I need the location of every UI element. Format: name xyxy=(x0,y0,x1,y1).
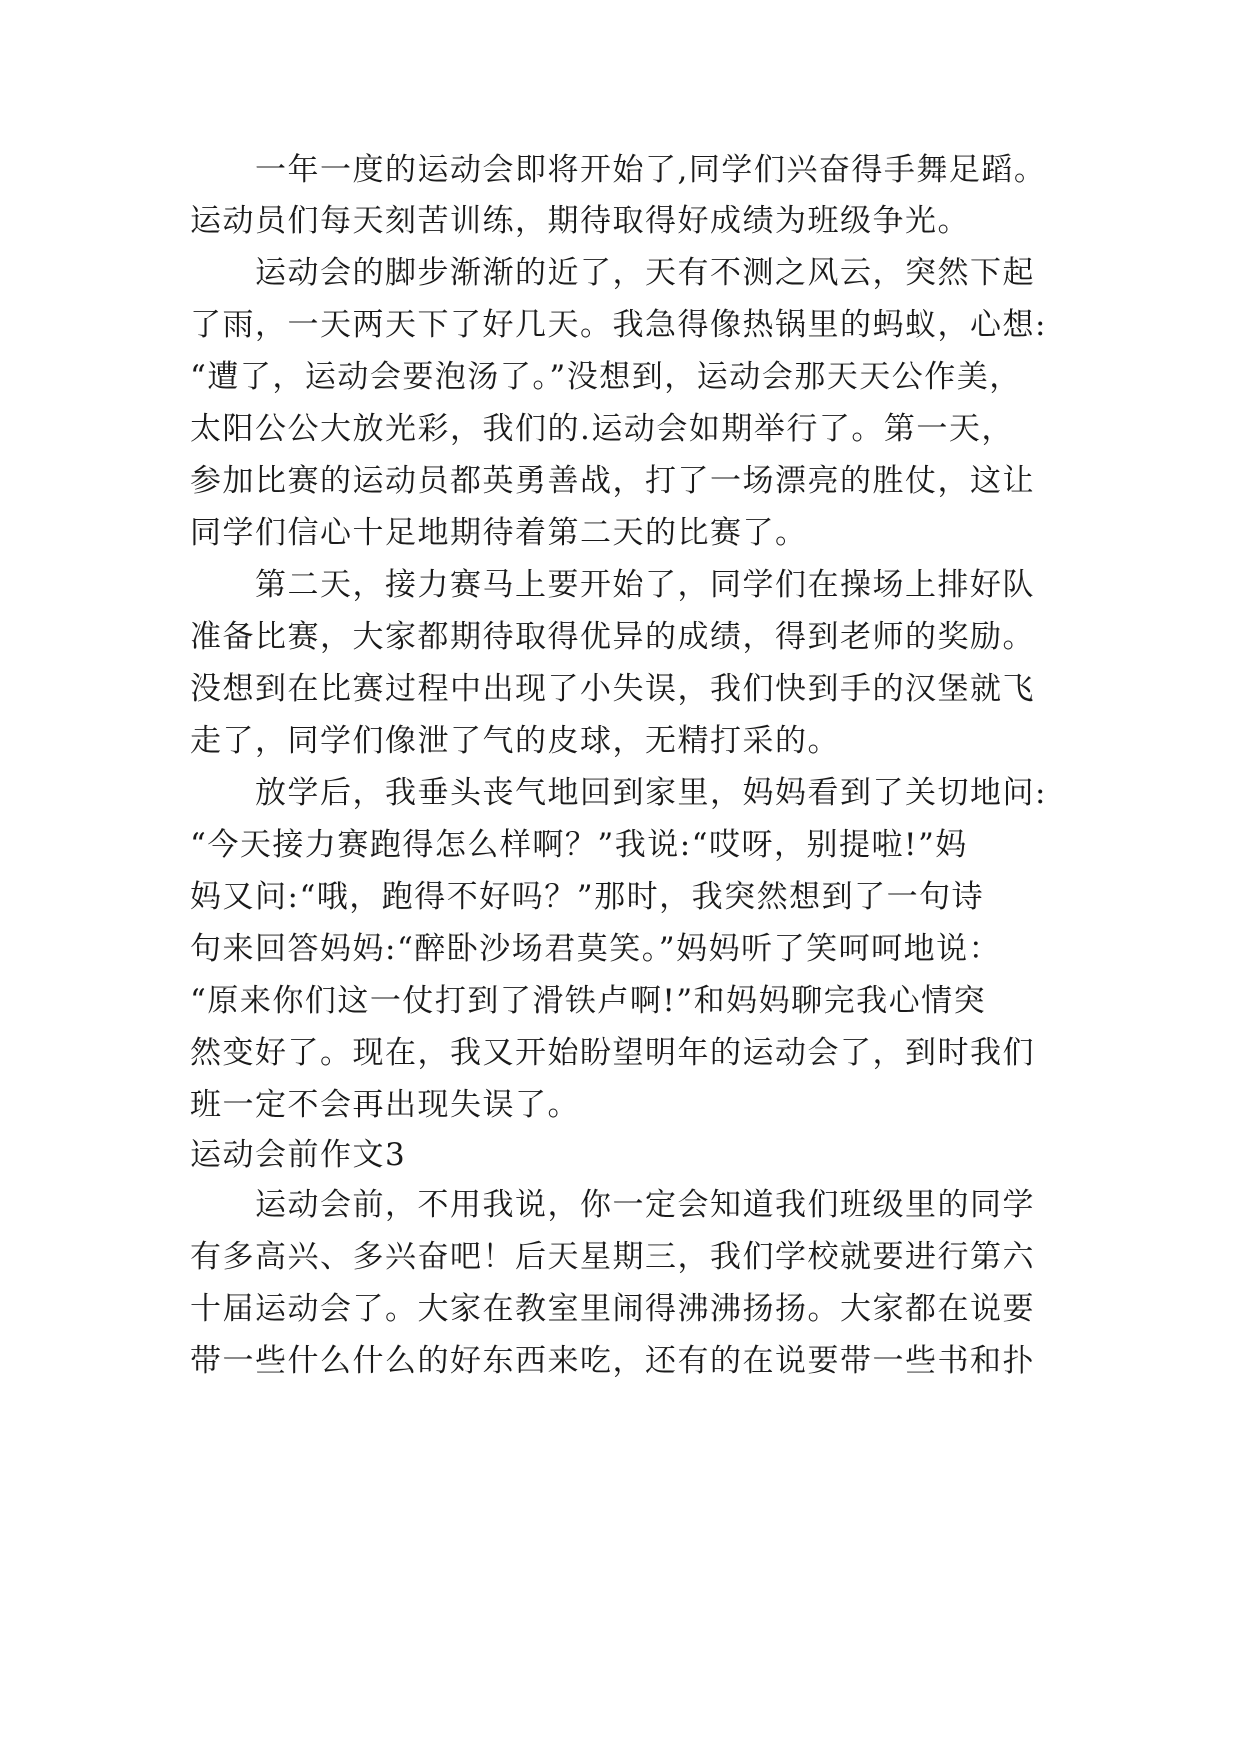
paragraph-line: 句来回答妈妈:“醉卧沙场君莫笑。”妈妈听了笑呵呵地说： xyxy=(190,931,1002,967)
paragraph-line: “今天接力赛跑得怎么样啊？”我说:“哎呀，别提啦!”妈 xyxy=(190,827,968,863)
paragraph-line: 有多高兴、多兴奋吧！后天星期三，我们学校就要进行第六 xyxy=(190,1239,1035,1275)
paragraph-line: 运动会前，不用我说，你一定会知道我们班级里的同学 xyxy=(255,1187,1035,1223)
paragraph-line: 运动员们每天刻苦训练，期待取得好成绩为班级争光。 xyxy=(190,203,970,239)
paragraph-line: 班一定不会再出现失误了。 xyxy=(190,1087,580,1123)
paragraph-line: 带一些什么什么的好东西来吃，还有的在说要带一些书和扑 xyxy=(190,1343,1035,1379)
paragraph-line: 妈又问:“哦，跑得不好吗？”那时，我突然想到了一句诗 xyxy=(190,879,985,915)
paragraph-line: 然变好了。现在，我又开始盼望明年的运动会了，到时我们 xyxy=(190,1035,1035,1071)
paragraph-line: 参加比赛的运动员都英勇善战，打了一场漂亮的胜仗，这让 xyxy=(190,463,1035,499)
paragraph-line: 一年一度的运动会即将开始了,同学们兴奋得手舞足蹈。 xyxy=(255,152,1047,188)
paragraph-line: 没想到在比赛过程中出现了小失误，我们快到手的汉堡就飞 xyxy=(190,671,1035,707)
paragraph-line: 十届运动会了。大家在教室里闹得沸沸扬扬。大家都在说要 xyxy=(190,1291,1035,1327)
paragraph-line: 走了，同学们像泄了气的皮球，无精打采的。 xyxy=(190,723,840,759)
paragraph-line: “遭了，运动会要泡汤了。”没想到，运动会那天天公作美， xyxy=(190,359,1022,395)
section-heading: 运动会前作文3 xyxy=(190,1137,407,1173)
paragraph-line: 放学后，我垂头丧气地回到家里，妈妈看到了关切地问: xyxy=(255,775,1047,811)
paragraph-line: 运动会的脚步渐渐的近了，天有不测之风云，突然下起 xyxy=(255,255,1035,291)
paragraph-line: 太阳公公大放光彩，我们的.运动会如期举行了。第一天， xyxy=(190,411,1014,447)
paragraph-line: 同学们信心十足地期待着第二天的比赛了。 xyxy=(190,515,808,551)
paragraph-line: 了雨，一天两天下了好几天。我急得像热锅里的蚂蚁，心想: xyxy=(190,307,1047,343)
paragraph-line: 准备比赛，大家都期待取得优异的成绩，得到老师的奖励。 xyxy=(190,619,1035,655)
paragraph-line: “原来你们这一仗打到了滑铁卢啊!”和妈妈聊完我心情突 xyxy=(190,983,987,1019)
paragraph-line: 第二天，接力赛马上要开始了，同学们在操场上排好队 xyxy=(255,567,1035,603)
